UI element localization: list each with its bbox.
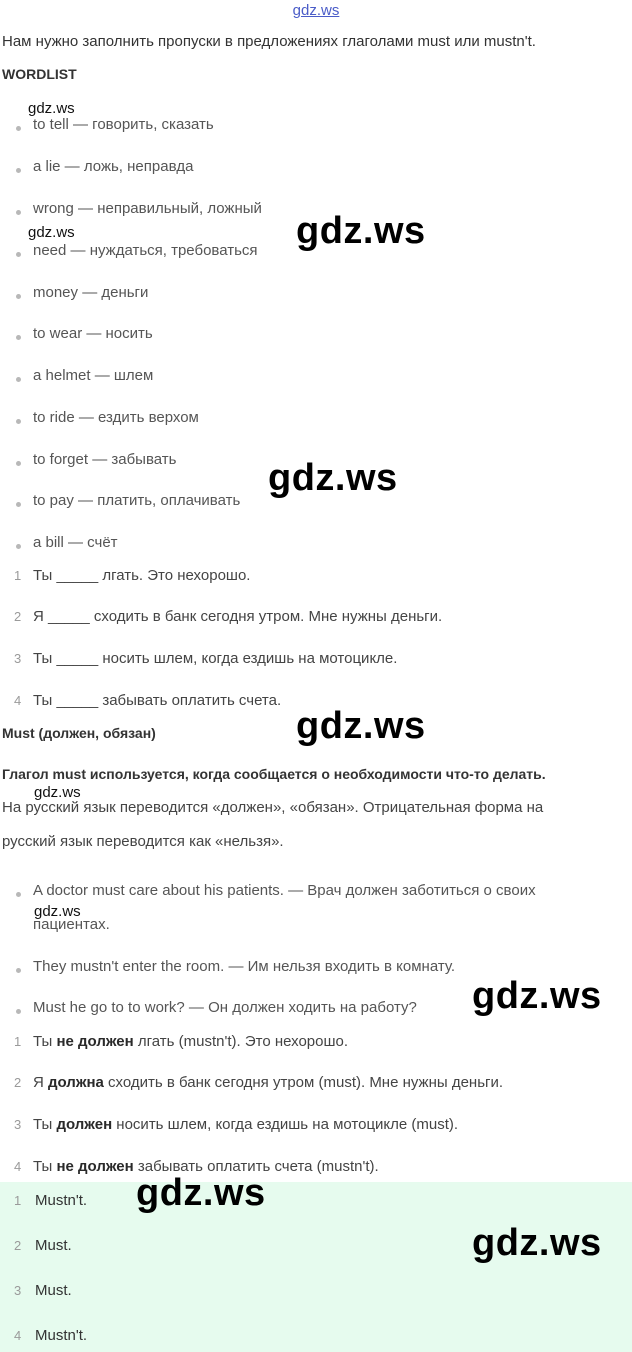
answer-number: 1 (14, 1193, 22, 1208)
must-heading: Must (должен, обязан) (2, 725, 156, 741)
filled-sentence (33, 1033, 348, 1050)
example-text: Must he go to to work? — Он должен ходить на работу? (33, 999, 417, 1016)
filled-pre: Ты (33, 1033, 57, 1050)
must-description: русский язык переводится как «нельзя». (2, 833, 284, 850)
example-text: A doctor must care about his patients. — Врач должен заботиться о своих (33, 882, 536, 899)
filled-bold: не должен (56, 1158, 134, 1175)
wordlist-item: a bill — счёт (33, 534, 118, 551)
question-text: Я _____ сходить в банк сегодня утром. Мне нужны деньги. (33, 608, 443, 625)
filled-bold: должен (56, 1116, 113, 1133)
question-number: 1 (14, 568, 22, 583)
filled-pre: Я (33, 1074, 48, 1091)
bullet-icon (16, 892, 21, 897)
bullet-icon (16, 502, 21, 507)
watermark-large: gdz.ws (296, 210, 426, 252)
wordlist-item: need — нуждаться, требоваться (33, 242, 258, 259)
answer-number: 4 (14, 1328, 22, 1343)
answer-text: Must. (35, 1237, 72, 1254)
watermark-small: gdz.ws (34, 903, 81, 920)
filled-bold: должна (48, 1074, 104, 1091)
question-number: 2 (14, 609, 22, 624)
bullet-icon (16, 968, 21, 973)
bullet-icon (16, 210, 21, 215)
wordlist-heading: WORDLIST (2, 66, 77, 82)
filled-pre: Ты (33, 1158, 57, 1175)
wordlist-item: money — деньги (33, 284, 149, 301)
watermark-small: gdz.ws (34, 784, 81, 801)
filled-post: носить шлем, когда ездишь на мотоцикле (must). (112, 1116, 459, 1133)
question-number: 4 (14, 693, 22, 708)
watermark-large: gdz.ws (296, 705, 426, 747)
answer-text: Mustn't. (35, 1192, 88, 1209)
top-watermark[interactable]: gdz.ws (292, 2, 340, 19)
wordlist-item: to forget — забывать (33, 451, 177, 468)
example-text: They mustn't enter the room. — Им нельзя входить в комнату. (33, 958, 456, 975)
intro-text: Нам нужно заполнить пропуски в предложениях глаголами must или mustn't. (2, 33, 536, 50)
bullet-icon (16, 1009, 21, 1014)
wordlist-item: to wear — носить (33, 325, 153, 342)
wordlist-item: a helmet — шлем (33, 367, 154, 384)
filled-number: 1 (14, 1034, 22, 1049)
bullet-icon (16, 294, 21, 299)
filled-pre: Ты (33, 1116, 57, 1133)
wordlist-item: to tell — говорить, сказать (33, 116, 214, 133)
bullet-icon (16, 377, 21, 382)
question-text: Ты _____ носить шлем, когда ездишь на мотоцикле. (33, 650, 398, 667)
filled-sentence (33, 1074, 503, 1091)
filled-number: 2 (14, 1075, 22, 1090)
question-number: 3 (14, 651, 22, 666)
answers-panel (0, 1182, 632, 1352)
bullet-icon (16, 419, 21, 424)
wordlist-item: to ride — ездить верхом (33, 409, 199, 426)
answer-number: 2 (14, 1238, 22, 1253)
bullet-icon (16, 126, 21, 131)
answer-number: 3 (14, 1283, 22, 1298)
bullet-icon (16, 168, 21, 173)
filled-bold: не должен (56, 1033, 134, 1050)
watermark-large: gdz.ws (268, 457, 398, 499)
must-description: На русский язык переводится «должен», «обязан». Отрицательная форма на (2, 799, 544, 816)
watermark-small: gdz.ws (28, 224, 75, 241)
bullet-icon (16, 461, 21, 466)
example-text: пациентах. (33, 916, 110, 933)
filled-post: забывать оплатить счета (mustn't). (133, 1158, 379, 1175)
bullet-icon (16, 335, 21, 340)
wordlist-item: wrong — неправильный, ложный (33, 200, 262, 217)
bullet-icon (16, 252, 21, 257)
wordlist-item: to pay — платить, оплачивать (33, 492, 241, 509)
watermark-large: gdz.ws (136, 1172, 266, 1214)
watermark-large: gdz.ws (472, 975, 602, 1017)
question-text: Ты _____ забывать оплатить счета. (33, 692, 282, 709)
filled-post: сходить в банк сегодня утром (must). Мне нужны деньги. (103, 1074, 504, 1091)
filled-post: лгать (mustn't). Это нехорошо. (133, 1033, 349, 1050)
watermark-large: gdz.ws (472, 1222, 602, 1264)
must-rule: Глагол must используется, когда сообщается о необходимости что-то делать. (2, 766, 546, 782)
answer-text: Mustn't. (35, 1327, 88, 1344)
filled-number: 4 (14, 1159, 22, 1174)
filled-number: 3 (14, 1117, 22, 1132)
bullet-icon (16, 544, 21, 549)
watermark-small: gdz.ws (28, 100, 75, 117)
wordlist-item: a lie — ложь, неправда (33, 158, 194, 175)
filled-sentence (33, 1116, 458, 1133)
question-text: Ты _____ лгать. Это нехорошо. (33, 567, 251, 584)
answer-text: Must. (35, 1282, 72, 1299)
